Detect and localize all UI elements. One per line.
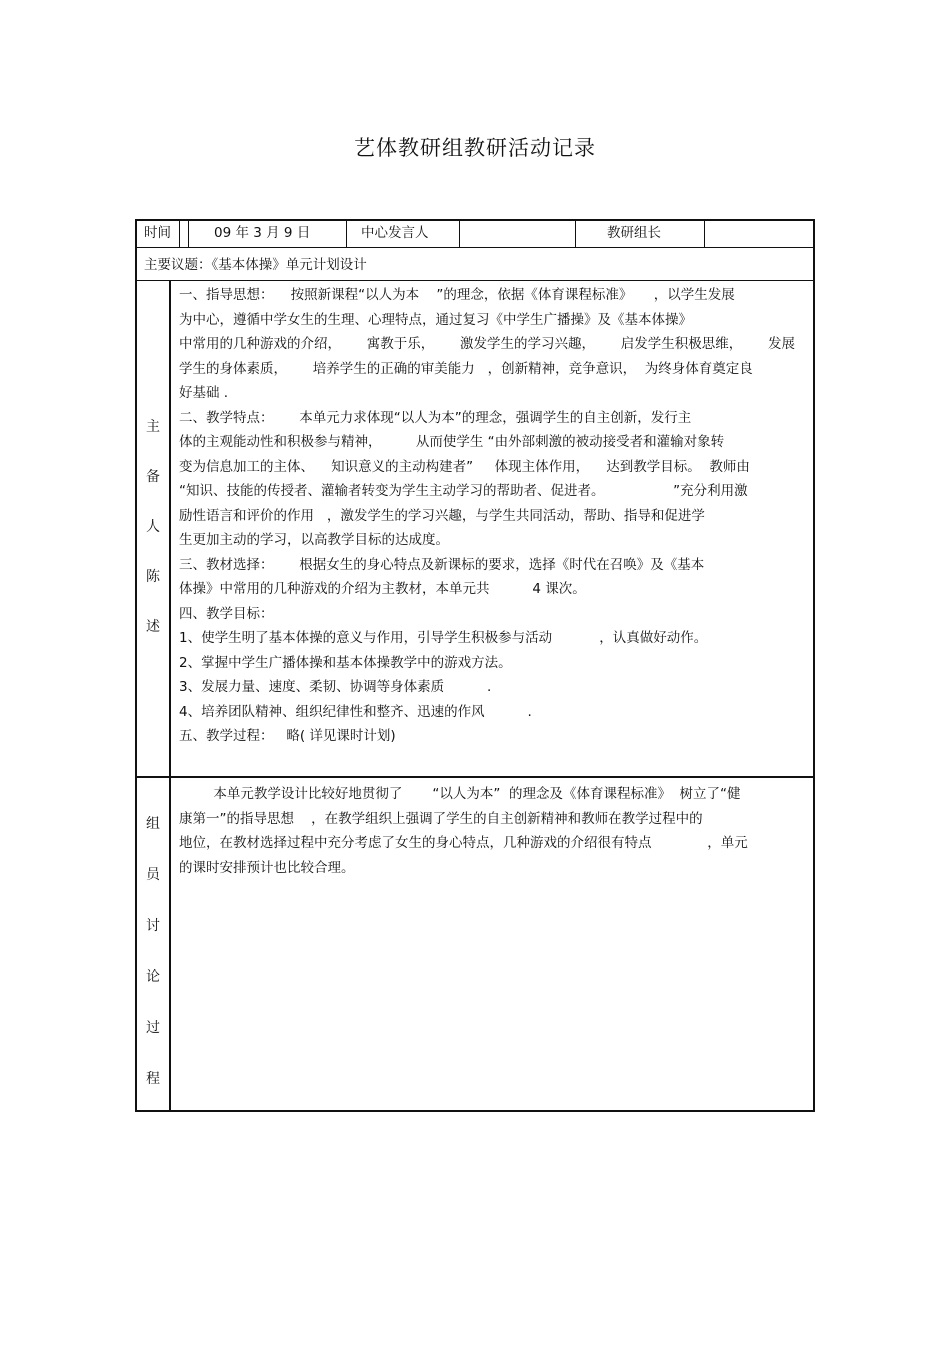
section1-line: 学生的身体素质， 培养学生的正确的审美能力 ，创新精神，竞争意识， 为终身体育奠定良 (179, 360, 753, 377)
row-divider (137, 247, 813, 248)
section1-line: 四、教学目标： (179, 605, 274, 622)
section2-line: 康第一”的指导思想 ，在教学组织上强调了学生的自主创新精神和教师在教学过程中的 (179, 810, 703, 827)
section2-line: 的课时安排预计也比较合理。 (179, 859, 355, 876)
section2-label-char: 员 (146, 867, 160, 883)
col-divider (179, 221, 180, 247)
section1-label-char: 述 (146, 619, 160, 635)
time-label: 时间 (144, 225, 171, 241)
col-divider (575, 221, 576, 247)
page-title: 艺体教研组教研活动记录 (354, 136, 596, 160)
section1-label-char: 陈 (146, 569, 160, 585)
section1-line: 五、教学过程： 略( 详见课时计划) (179, 728, 396, 744)
section1-line: 变为信息加工的主体、 知识意义的主动构建者” 体现主体作用， 达到教学目标。 教师由 (179, 458, 750, 475)
section2-label-char: 组 (146, 816, 160, 832)
section2-label (137, 813, 169, 1119)
col-divider (459, 221, 460, 247)
section1-line: “知识、技能的传授者、灌输者转变为学生主动学习的帮助者、促进者。 ”充分利用激 (179, 483, 748, 499)
section2-label-char: 程 (146, 1071, 160, 1087)
section1-line: 生更加主动的学习，以高教学目标的达成度。 (179, 532, 449, 548)
record-table (135, 219, 815, 1112)
section1-line: 3、发展力量、速度、柔韧、协调等身体素质 . (179, 679, 492, 695)
section1-line: 体操》中常用的几种游戏的介绍为主教材，本单元共 4 课次。 (179, 581, 586, 597)
section1-line: 二、教学特点： 本单元力求体现“以人为本”的理念，强调学生的自主创新，发行主 (179, 409, 692, 426)
label-col-divider (169, 280, 171, 1110)
section2-label-char: 讨 (146, 918, 160, 934)
section1-label-char: 人 (146, 519, 160, 535)
row-divider (137, 280, 813, 281)
section2-line: 本单元教学设计比较好地贯彻了 “以人为本” 的理念及《体育课程标准》 树立了“健 (179, 786, 741, 802)
leader-label: 教研组长 (607, 225, 661, 241)
section1-label-char: 备 (146, 469, 160, 485)
section1-label (137, 416, 169, 666)
section1-line: 为中心，遵循中学女生的生理、心理特点，通过复习《中学生广播操》及《基本体操》 (179, 311, 692, 328)
section2-label-char: 论 (146, 969, 160, 985)
section1-line: 中常用的几种游戏的介绍， 寓教于乐， 激发学生的学习兴趣， 启发学生积极思维， 发展 (179, 336, 795, 352)
section1-line: 2、掌握中学生广播体操和基本体操教学中的游戏方法。 (179, 654, 512, 671)
section1-line: 体的主观能动性和积极参与精神， 从而使学生 “由外部刺激的被动接受者和灌输对象转 (179, 434, 725, 450)
speaker-label: 中心发言人 (361, 225, 429, 241)
section1-line: 励性语言和评价的作用 ，激发学生的学习兴趣，与学生共同活动，帮助、指导和促进学 (179, 507, 705, 524)
section1-line: 好基础 . (179, 385, 229, 401)
section1-line: 4、培养团队精神、组织纪律性和整齐、迅速的作风 . (179, 703, 532, 720)
section1-line: 三、教材选择： 根据女生的身心特点及新课标的要求，选择《时代在召唤》及《基本 (179, 556, 705, 573)
col-divider (188, 221, 189, 247)
section1-label-char: 主 (146, 419, 160, 435)
col-divider (346, 221, 347, 247)
section1-line: 一、指导思想： 按照新课程“以人为本 ”的理念，依据《体育课程标准》 ，以学生发展 (179, 287, 735, 303)
date-value: 09 年 3 月 9 日 (214, 225, 311, 241)
section1-line: 1、使学生明了基本体操的意义与作用，引导学生积极参与活动 ，认真做好动作。 (179, 630, 708, 646)
section2-label-char: 过 (146, 1020, 160, 1036)
topic: 主要议题：《基本体操》单元计划设计 (144, 257, 367, 273)
col-divider (704, 221, 705, 247)
section2-line: 地位，在教材选择过程中充分考虑了女生的身心特点，几种游戏的介绍很有特点 ，单元 (179, 835, 748, 851)
row-divider (137, 776, 813, 778)
